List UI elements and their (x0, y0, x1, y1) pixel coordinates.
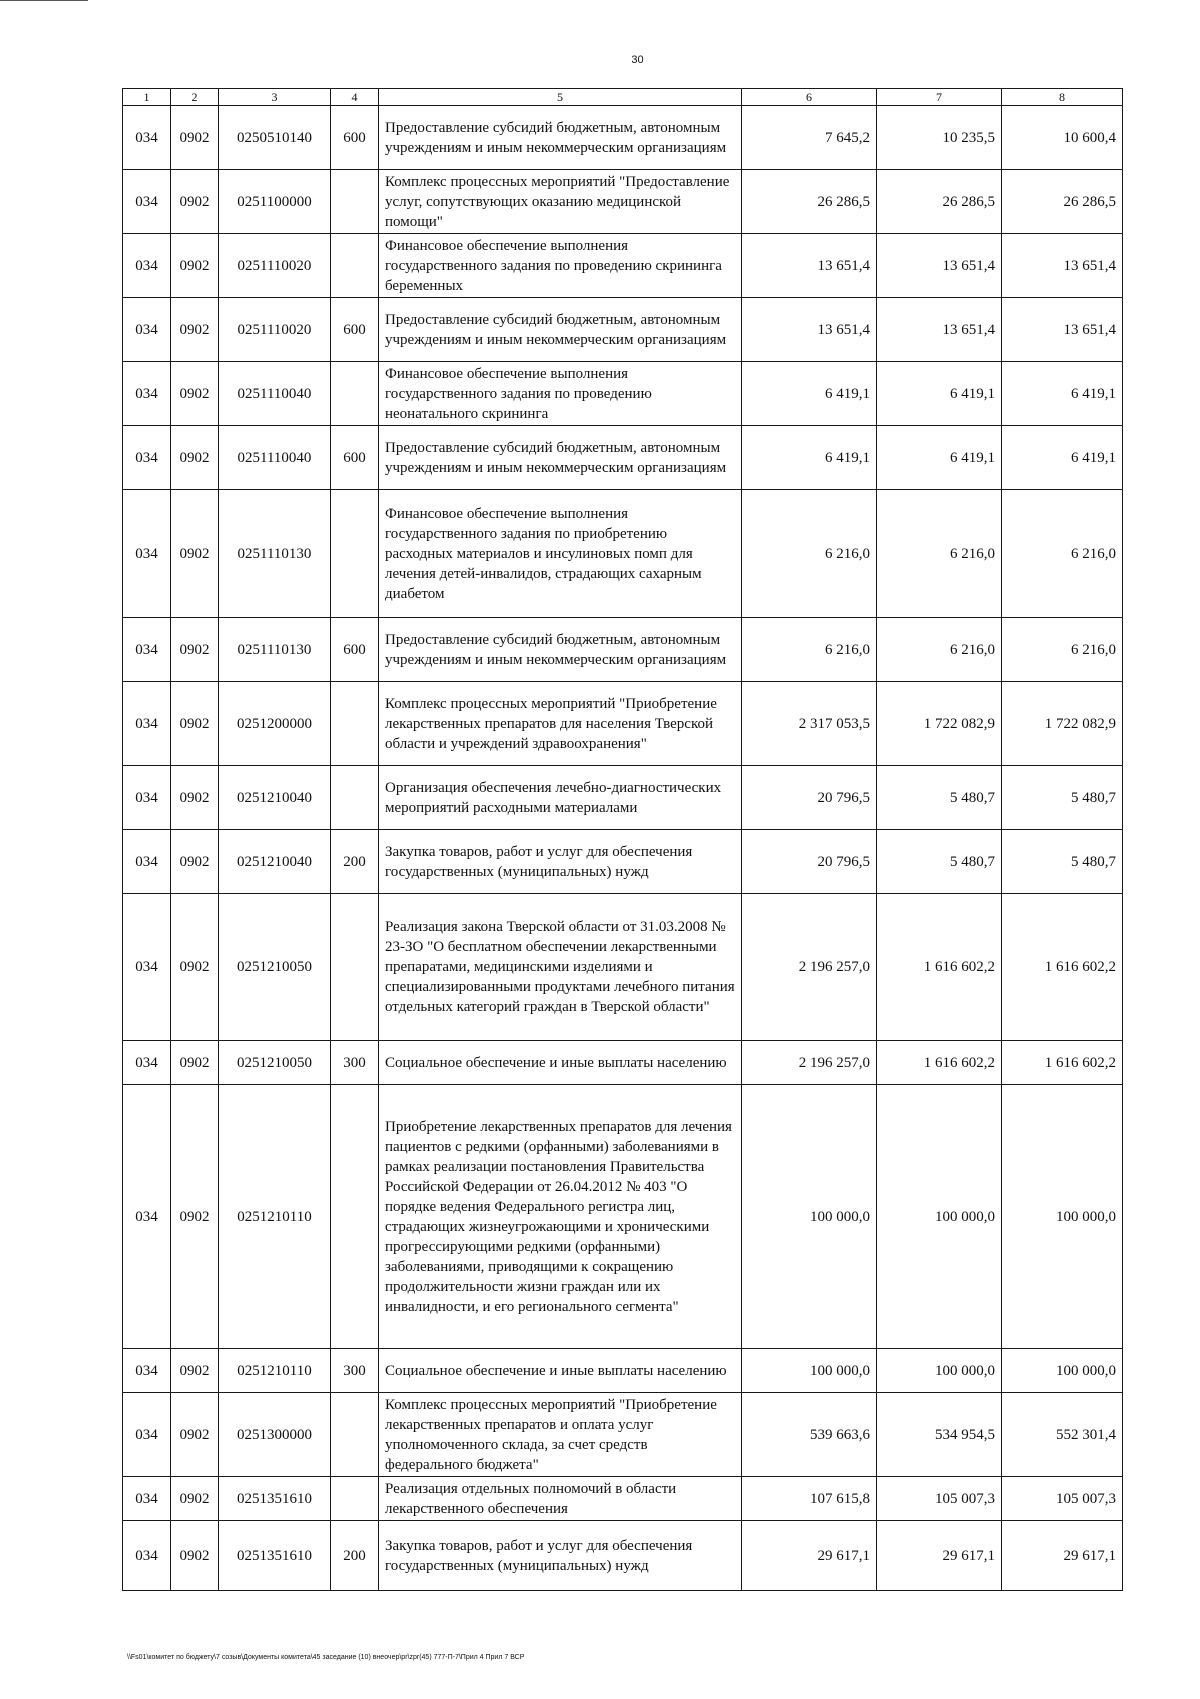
section-code: 0902 (171, 766, 219, 830)
section-code: 0902 (171, 426, 219, 490)
expense-type-code (331, 682, 379, 766)
amount-col-6: 100 000,0 (742, 1349, 877, 1393)
amount-col-8: 6 419,1 (1002, 426, 1123, 490)
expense-type-code (331, 1393, 379, 1477)
amount-col-8: 13 651,4 (1002, 298, 1123, 362)
section-code: 0902 (171, 170, 219, 234)
amount-col-7: 534 954,5 (877, 1393, 1002, 1477)
ministry-code: 034 (123, 682, 171, 766)
row-description: Предоставление субсидий бюджетным, автономным учреждениям и иным некоммерческим организациям (379, 618, 742, 682)
row-description: Закупка товаров, работ и услуг для обеспечения государственных (муниципальных) нужд (379, 830, 742, 894)
row-description: Приобретение лекарственных препаратов для лечения пациентов с редкими (орфанными) заболеваниями в рамках реализации постановления Правительства Российской Федерации от 26.04.2012 № 403 "О порядке ведения Федерального регистра лиц, страдающих жизнеугрожающими и хроническими прогрессирующими редкими (орфанными) заболеваниями, приводящими к сокращению продолжительности жизни граждан или их инвалидности, и его регионального сегмента" (379, 1085, 742, 1349)
amount-col-7: 13 651,4 (877, 234, 1002, 298)
table-row (123, 618, 1123, 682)
amount-col-8: 100 000,0 (1002, 1349, 1123, 1393)
section-code: 0902 (171, 1085, 219, 1349)
amount-col-7: 6 216,0 (877, 490, 1002, 618)
row-description: Комплекс процессных мероприятий "Приобретение лекарственных препаратов и оплата услуг уполномоченного склада, за счет средств федерального бюджета" (379, 1393, 742, 1477)
amount-col-6: 6 419,1 (742, 362, 877, 426)
target-article-code: 0251210050 (219, 1041, 331, 1085)
table-row (123, 1041, 1123, 1085)
target-article-code: 0251110130 (219, 490, 331, 618)
amount-col-7: 6 419,1 (877, 426, 1002, 490)
amount-col-7: 100 000,0 (877, 1085, 1002, 1349)
ministry-code: 034 (123, 298, 171, 362)
amount-col-6: 29 617,1 (742, 1521, 877, 1591)
section-code: 0902 (171, 1393, 219, 1477)
table-row (123, 490, 1123, 618)
section-code: 0902 (171, 106, 219, 170)
amount-col-6: 6 419,1 (742, 426, 877, 490)
budget-table (122, 88, 1123, 1591)
amount-col-8: 1 616 602,2 (1002, 894, 1123, 1041)
expense-type-code (331, 362, 379, 426)
expense-type-code: 600 (331, 298, 379, 362)
amount-col-8: 6 419,1 (1002, 362, 1123, 426)
target-article-code: 0251210050 (219, 894, 331, 1041)
ministry-code: 034 (123, 234, 171, 298)
ministry-code: 034 (123, 426, 171, 490)
amount-col-6: 2 196 257,0 (742, 1041, 877, 1085)
target-article-code: 0251210040 (219, 830, 331, 894)
amount-col-6: 2 196 257,0 (742, 894, 877, 1041)
table-row (123, 894, 1123, 1041)
header-cell: 8 (1002, 89, 1123, 106)
amount-col-6: 13 651,4 (742, 234, 877, 298)
expense-type-code (331, 894, 379, 1041)
header-cell: 7 (877, 89, 1002, 106)
table-row (123, 298, 1123, 362)
target-article-code: 0251110020 (219, 298, 331, 362)
table-row (123, 106, 1123, 170)
header-cell: 2 (171, 89, 219, 106)
target-article-code: 0251210040 (219, 766, 331, 830)
amount-col-8: 29 617,1 (1002, 1521, 1123, 1591)
target-article-code: 0251110020 (219, 234, 331, 298)
ministry-code: 034 (123, 490, 171, 618)
row-description: Комплекс процессных мероприятий "Приобретение лекарственных препаратов для населения Тверской области и учреждений здравоохранения" (379, 682, 742, 766)
table-row (123, 1349, 1123, 1393)
target-article-code: 0251110040 (219, 426, 331, 490)
target-article-code: 0251351610 (219, 1521, 331, 1591)
expense-type-code: 600 (331, 426, 379, 490)
amount-col-8: 26 286,5 (1002, 170, 1123, 234)
table-row (123, 362, 1123, 426)
section-code: 0902 (171, 1041, 219, 1085)
table-row (123, 1521, 1123, 1591)
expense-type-code (331, 766, 379, 830)
amount-col-8: 5 480,7 (1002, 830, 1123, 894)
amount-col-6: 20 796,5 (742, 766, 877, 830)
amount-col-6: 20 796,5 (742, 830, 877, 894)
ministry-code: 034 (123, 830, 171, 894)
amount-col-7: 5 480,7 (877, 766, 1002, 830)
file-path-footer: \\Fs01\комитет по бюджету\7 созыв\Документы комитета\45 заседание (10) внеочер\pr\zpr(45) 777-П-7\Прил 4 Прил 7 ВСР (127, 1654, 525, 1661)
table-row (123, 766, 1123, 830)
expense-type-code: 300 (331, 1349, 379, 1393)
section-code: 0902 (171, 1521, 219, 1591)
expense-type-code: 600 (331, 618, 379, 682)
ministry-code: 034 (123, 894, 171, 1041)
ministry-code: 034 (123, 106, 171, 170)
row-description: Социальное обеспечение и иные выплаты населению (379, 1349, 742, 1393)
page-number: 30 (631, 54, 644, 66)
table-row (123, 1393, 1123, 1477)
table-row (123, 170, 1123, 234)
ministry-code: 034 (123, 1477, 171, 1521)
amount-col-6: 13 651,4 (742, 298, 877, 362)
ministry-code: 034 (123, 618, 171, 682)
target-article-code: 0251351610 (219, 1477, 331, 1521)
amount-col-6: 7 645,2 (742, 106, 877, 170)
target-article-code: 0251110130 (219, 618, 331, 682)
row-description: Финансовое обеспечение выполнения государственного задания по проведению неонатального скрининга (379, 362, 742, 426)
row-description: Финансовое обеспечение выполнения государственного задания по приобретению расходных материалов и инсулиновых помп для лечения детей-инвалидов, страдающих сахарным диабетом (379, 490, 742, 618)
expense-type-code (331, 170, 379, 234)
ministry-code: 034 (123, 1349, 171, 1393)
header-cell: 4 (331, 89, 379, 106)
table-row (123, 830, 1123, 894)
row-description: Реализация отдельных полномочий в области лекарственного обеспечения (379, 1477, 742, 1521)
ministry-code: 034 (123, 170, 171, 234)
target-article-code: 0251210110 (219, 1085, 331, 1349)
target-article-code: 0251200000 (219, 682, 331, 766)
table-row (123, 426, 1123, 490)
amount-col-7: 5 480,7 (877, 830, 1002, 894)
amount-col-7: 1 722 082,9 (877, 682, 1002, 766)
amount-col-8: 13 651,4 (1002, 234, 1123, 298)
section-code: 0902 (171, 1477, 219, 1521)
header-cell: 5 (379, 89, 742, 106)
amount-col-8: 105 007,3 (1002, 1477, 1123, 1521)
row-description: Закупка товаров, работ и услуг для обеспечения государственных (муниципальных) нужд (379, 1521, 742, 1591)
section-code: 0902 (171, 298, 219, 362)
section-code: 0902 (171, 234, 219, 298)
expense-type-code (331, 1477, 379, 1521)
amount-col-7: 1 616 602,2 (877, 894, 1002, 1041)
target-article-code: 0251110040 (219, 362, 331, 426)
section-code: 0902 (171, 1349, 219, 1393)
scan-edge-mark (0, 0, 88, 1)
ministry-code: 034 (123, 362, 171, 426)
amount-col-6: 26 286,5 (742, 170, 877, 234)
table-row (123, 682, 1123, 766)
amount-col-7: 100 000,0 (877, 1349, 1002, 1393)
amount-col-6: 2 317 053,5 (742, 682, 877, 766)
amount-col-8: 10 600,4 (1002, 106, 1123, 170)
amount-col-8: 552 301,4 (1002, 1393, 1123, 1477)
amount-col-6: 6 216,0 (742, 490, 877, 618)
amount-col-8: 5 480,7 (1002, 766, 1123, 830)
amount-col-7: 26 286,5 (877, 170, 1002, 234)
expense-type-code (331, 234, 379, 298)
section-code: 0902 (171, 362, 219, 426)
row-description: Комплекс процессных мероприятий "Предоставление услуг, сопутствующих оказанию медицинской помощи" (379, 170, 742, 234)
section-code: 0902 (171, 830, 219, 894)
amount-col-6: 539 663,6 (742, 1393, 877, 1477)
header-row (123, 89, 1123, 106)
amount-col-6: 100 000,0 (742, 1085, 877, 1349)
ministry-code: 034 (123, 766, 171, 830)
target-article-code: 0251100000 (219, 170, 331, 234)
amount-col-7: 6 216,0 (877, 618, 1002, 682)
ministry-code: 034 (123, 1393, 171, 1477)
amount-col-7: 105 007,3 (877, 1477, 1002, 1521)
row-description: Организация обеспечения лечебно-диагностических мероприятий расходными материалами (379, 766, 742, 830)
amount-col-7: 6 419,1 (877, 362, 1002, 426)
section-code: 0902 (171, 682, 219, 766)
ministry-code: 034 (123, 1521, 171, 1591)
expense-type-code: 200 (331, 830, 379, 894)
section-code: 0902 (171, 618, 219, 682)
expense-type-code: 300 (331, 1041, 379, 1085)
header-cell: 6 (742, 89, 877, 106)
target-article-code: 0251210110 (219, 1349, 331, 1393)
row-description: Реализация закона Тверской области от 31.03.2008 № 23-ЗО "О бесплатном обеспечении лекарственными препаратами, медицинскими изделиями и специализированными продуктами лечебного питания отдельных категорий граждан в Тверской области" (379, 894, 742, 1041)
amount-col-6: 6 216,0 (742, 618, 877, 682)
table-row (123, 1085, 1123, 1349)
header-cell: 1 (123, 89, 171, 106)
amount-col-6: 107 615,8 (742, 1477, 877, 1521)
ministry-code: 034 (123, 1085, 171, 1349)
row-description: Предоставление субсидий бюджетным, автономным учреждениям и иным некоммерческим организациям (379, 426, 742, 490)
amount-col-8: 6 216,0 (1002, 618, 1123, 682)
ministry-code: 034 (123, 1041, 171, 1085)
amount-col-8: 6 216,0 (1002, 490, 1123, 618)
table-row (123, 234, 1123, 298)
section-code: 0902 (171, 490, 219, 618)
target-article-code: 0251300000 (219, 1393, 331, 1477)
section-code: 0902 (171, 894, 219, 1041)
amount-col-8: 1 722 082,9 (1002, 682, 1123, 766)
amount-col-8: 1 616 602,2 (1002, 1041, 1123, 1085)
amount-col-7: 1 616 602,2 (877, 1041, 1002, 1085)
amount-col-7: 29 617,1 (877, 1521, 1002, 1591)
header-cell: 3 (219, 89, 331, 106)
target-article-code: 0250510140 (219, 106, 331, 170)
amount-col-8: 100 000,0 (1002, 1085, 1123, 1349)
expense-type-code (331, 1085, 379, 1349)
row-description: Предоставление субсидий бюджетным, автономным учреждениям и иным некоммерческим организациям (379, 106, 742, 170)
expense-type-code: 600 (331, 106, 379, 170)
amount-col-7: 10 235,5 (877, 106, 1002, 170)
row-description: Социальное обеспечение и иные выплаты населению (379, 1041, 742, 1085)
table-row (123, 1477, 1123, 1521)
expense-type-code: 200 (331, 1521, 379, 1591)
expense-type-code (331, 490, 379, 618)
amount-col-7: 13 651,4 (877, 298, 1002, 362)
row-description: Финансовое обеспечение выполнения государственного задания по проведению скрининга беременных (379, 234, 742, 298)
row-description: Предоставление субсидий бюджетным, автономным учреждениям и иным некоммерческим организациям (379, 298, 742, 362)
